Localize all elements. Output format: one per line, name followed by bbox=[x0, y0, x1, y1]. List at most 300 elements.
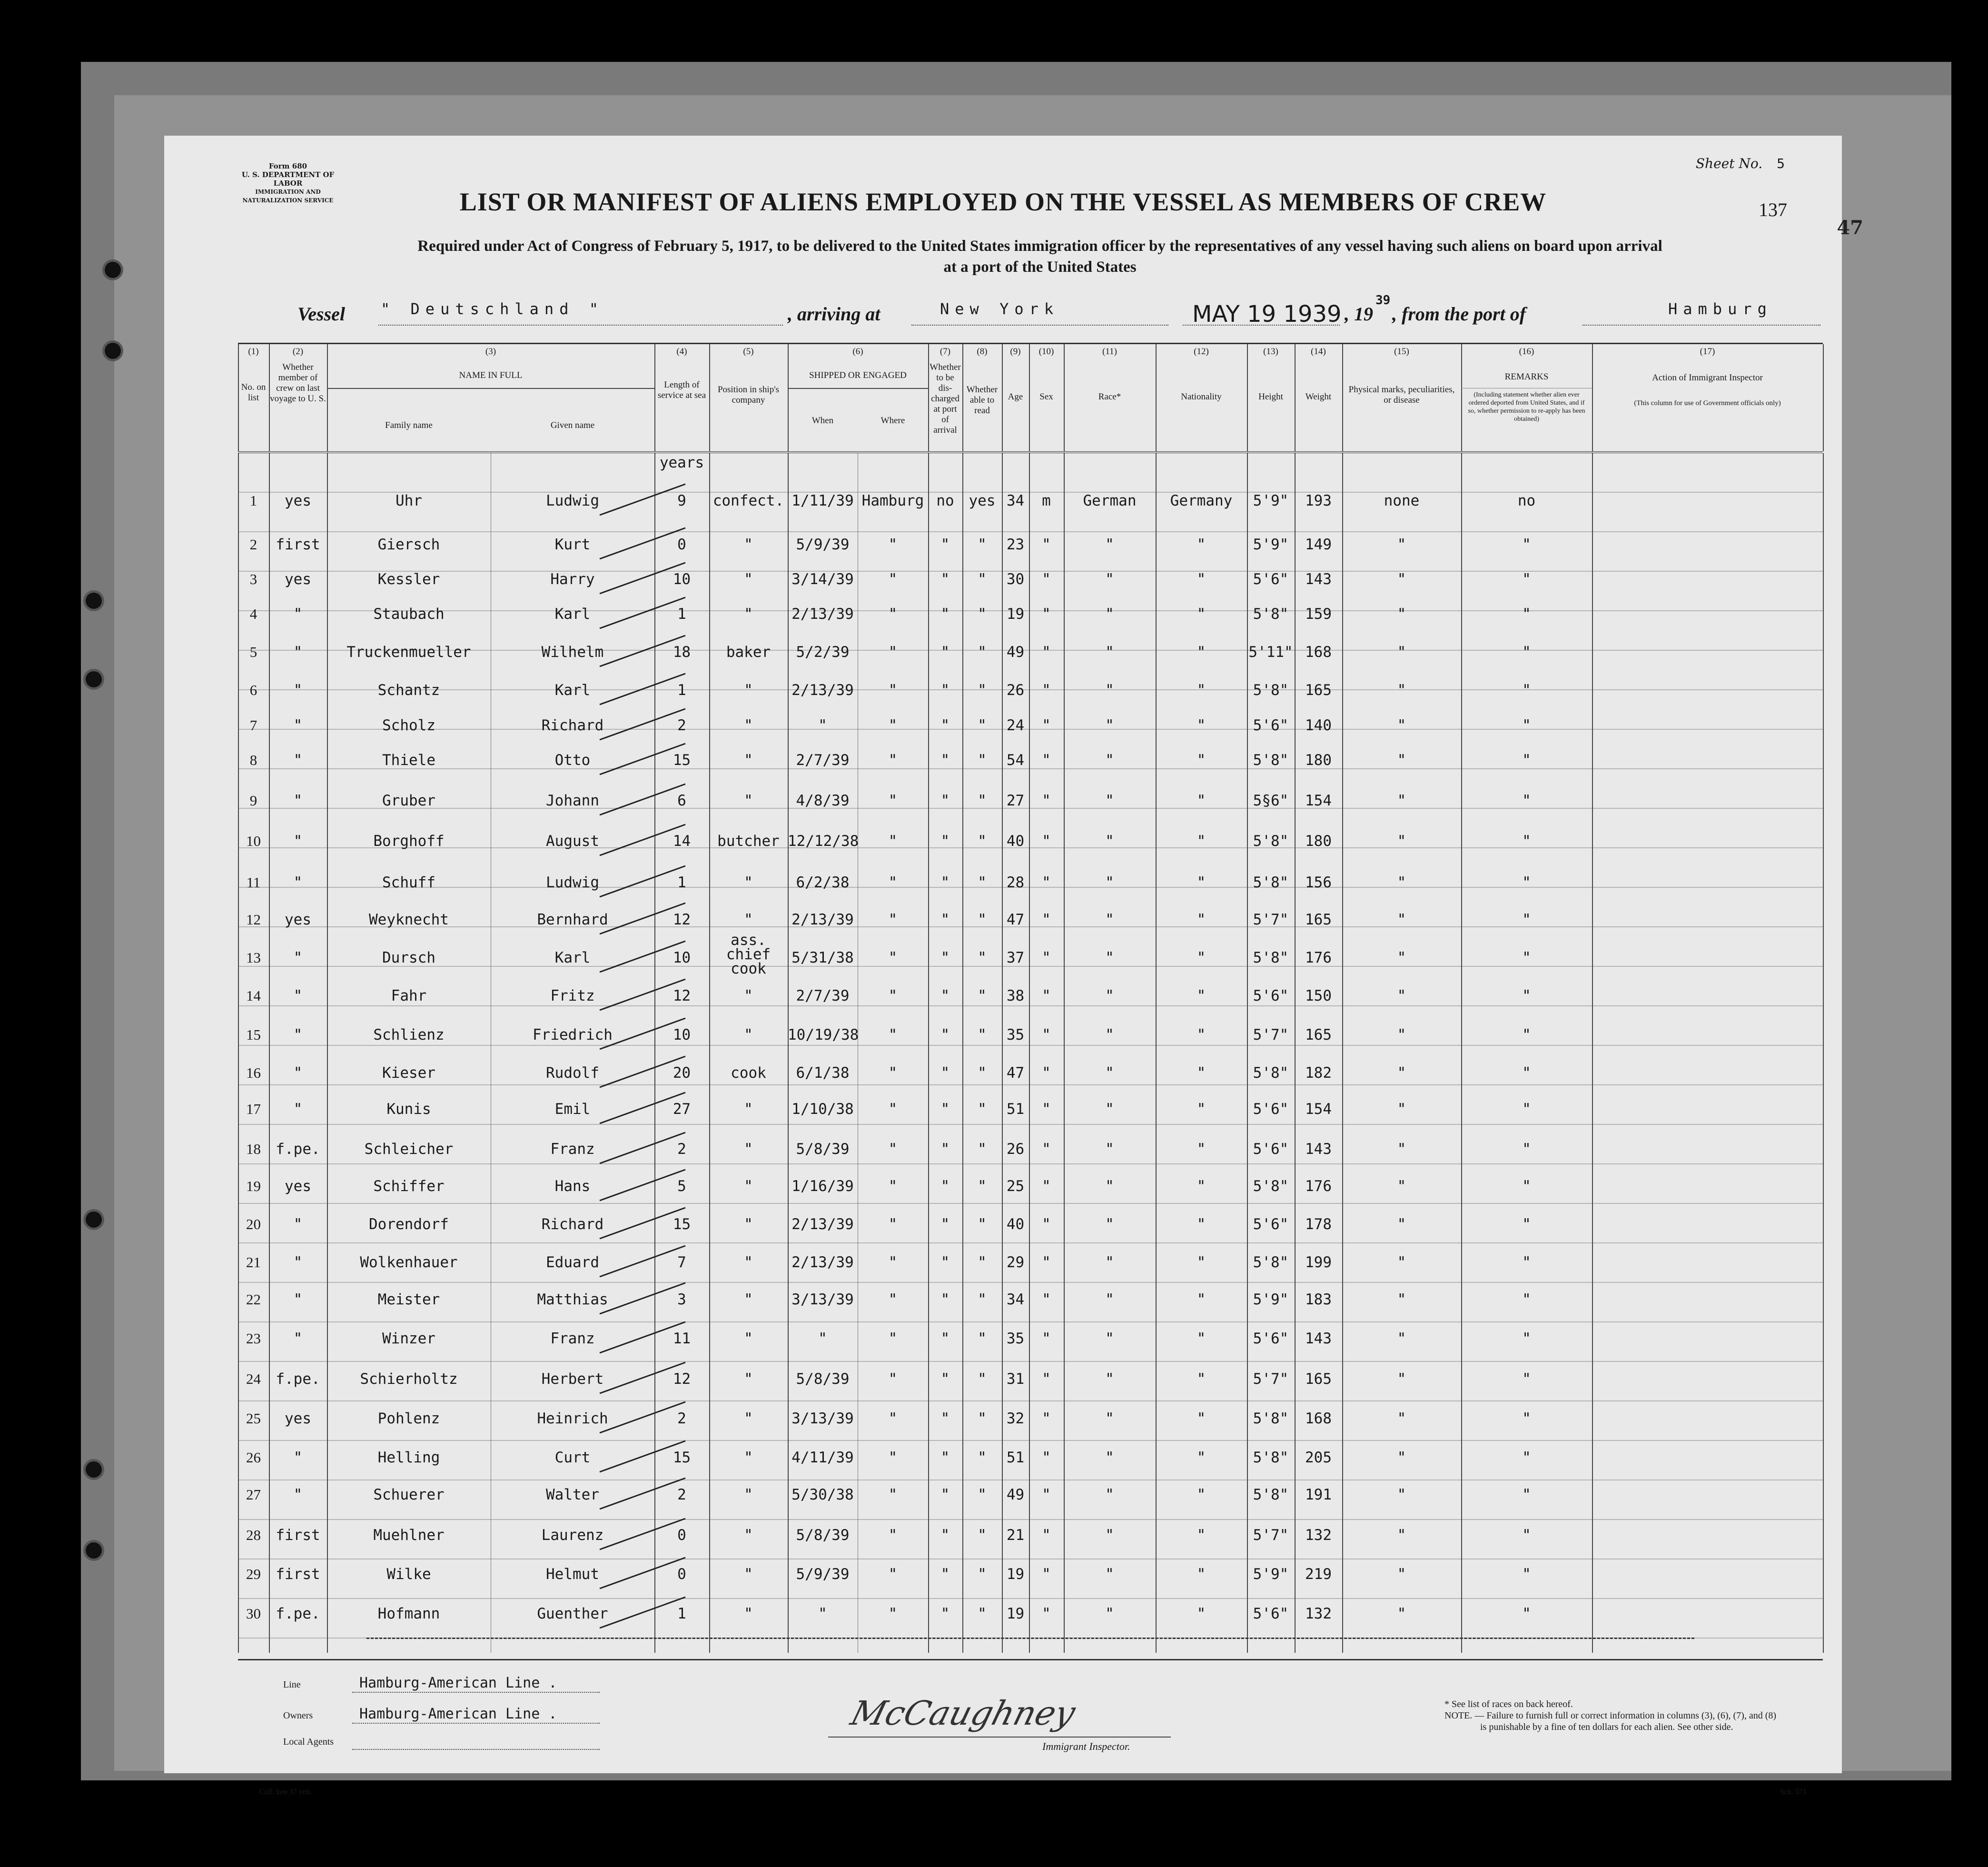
able-to-read: " bbox=[978, 1178, 987, 1195]
row-number: 13 bbox=[246, 949, 261, 966]
discharged: " bbox=[940, 1449, 950, 1466]
end-line bbox=[366, 1638, 1694, 1639]
given-name: Emil bbox=[554, 1101, 591, 1118]
shipped-where: " bbox=[888, 752, 898, 769]
weight: 149 bbox=[1305, 536, 1332, 553]
family-name: Meister bbox=[377, 1291, 440, 1308]
physical-marks: " bbox=[1397, 792, 1406, 809]
sex: " bbox=[1042, 1566, 1051, 1583]
shipped-where: " bbox=[888, 1370, 898, 1388]
age: 19 bbox=[1006, 1566, 1025, 1583]
nationality: " bbox=[1197, 1141, 1206, 1158]
shipped-when: 5/31/38 bbox=[791, 949, 854, 966]
remarks: " bbox=[1522, 1254, 1531, 1271]
remarks: " bbox=[1522, 792, 1531, 809]
schedule-number: Sch. 571 bbox=[1780, 1788, 1807, 1796]
nationality: " bbox=[1197, 644, 1206, 661]
remarks: " bbox=[1522, 606, 1531, 623]
check-mark-icon bbox=[590, 1360, 695, 1398]
subtitle-line-1: Required under Act of Congress of February 5, 1917, to be delivered to the United States immigration officer by the representatives of any vessel having such aliens on board upon arrival bbox=[417, 238, 1662, 255]
weight: 140 bbox=[1305, 717, 1332, 734]
shipped-where: " bbox=[888, 1330, 898, 1347]
age: 49 bbox=[1006, 1486, 1025, 1503]
sheet-value: 5 bbox=[1777, 156, 1785, 171]
height: 5'8" bbox=[1253, 1486, 1289, 1503]
discharged: " bbox=[940, 536, 950, 553]
discharged: no bbox=[936, 492, 954, 509]
previous-voyage: " bbox=[293, 606, 303, 623]
colnum-12: (12) bbox=[1194, 347, 1209, 357]
shipped-when: 5/8/39 bbox=[796, 1370, 850, 1388]
height: 5'9" bbox=[1253, 492, 1289, 509]
row-number: 10 bbox=[246, 833, 261, 849]
service-years: 1 bbox=[677, 682, 686, 699]
header-action-note: (This column for use of Government officials only) bbox=[1634, 399, 1781, 407]
shipped-when: 3/13/39 bbox=[791, 1410, 854, 1427]
shipped-when: 5/9/39 bbox=[796, 1566, 850, 1583]
weight: 132 bbox=[1305, 1605, 1332, 1622]
age: 21 bbox=[1006, 1527, 1025, 1544]
row-number: 12 bbox=[246, 911, 261, 928]
race: " bbox=[1105, 1370, 1114, 1388]
previous-voyage: yes bbox=[285, 571, 311, 588]
physical-marks: " bbox=[1397, 949, 1406, 966]
given-name: Rudolf bbox=[546, 1064, 599, 1082]
races-note: * See list of races on back hereof. bbox=[1444, 1699, 1573, 1709]
check-mark-icon bbox=[590, 1016, 695, 1054]
family-name: Gruber bbox=[382, 792, 435, 809]
sex: " bbox=[1042, 536, 1051, 553]
height: 5'8" bbox=[1253, 1410, 1289, 1427]
row-number: 8 bbox=[249, 752, 257, 768]
remarks: " bbox=[1522, 752, 1531, 769]
service-years: 11 bbox=[673, 1330, 691, 1347]
subtitle-line-2: at a port of the United States bbox=[943, 258, 1137, 276]
discharged: " bbox=[940, 571, 950, 588]
remarks: " bbox=[1522, 644, 1531, 661]
weight: 154 bbox=[1305, 792, 1332, 809]
table-row bbox=[238, 1360, 1823, 1400]
family-name: Wilke bbox=[386, 1566, 431, 1583]
family-name: Schiffer bbox=[373, 1178, 445, 1195]
family-name: Helling bbox=[377, 1449, 440, 1466]
weight: 150 bbox=[1305, 987, 1332, 1004]
age: 35 bbox=[1006, 1330, 1025, 1347]
shipped-when: 6/1/38 bbox=[796, 1064, 850, 1082]
given-name: Harry bbox=[550, 571, 595, 588]
colnum-4: (4) bbox=[676, 347, 687, 357]
discharged: " bbox=[940, 682, 950, 699]
age: 19 bbox=[1006, 1605, 1025, 1622]
discharged: " bbox=[940, 1330, 950, 1347]
physical-marks: " bbox=[1397, 536, 1406, 553]
header-weight: Weight bbox=[1305, 392, 1332, 402]
row-number: 22 bbox=[246, 1291, 261, 1308]
race: " bbox=[1105, 1064, 1114, 1082]
race: " bbox=[1105, 571, 1114, 588]
weight: 168 bbox=[1305, 1410, 1332, 1427]
check-mark-icon bbox=[590, 977, 695, 1015]
remarks: " bbox=[1522, 717, 1531, 734]
nationality: " bbox=[1197, 1216, 1206, 1233]
family-name: Schleicher bbox=[364, 1141, 454, 1158]
shipped-where: " bbox=[888, 949, 898, 966]
arrival-underline bbox=[911, 325, 1168, 326]
service-years: 14 bbox=[673, 833, 691, 850]
race: " bbox=[1105, 644, 1114, 661]
height: 5'6" bbox=[1253, 717, 1289, 734]
race: " bbox=[1105, 682, 1114, 699]
footer bbox=[238, 1659, 1823, 1796]
shipped-where: " bbox=[888, 1026, 898, 1043]
position: " bbox=[744, 1254, 753, 1271]
service-years: 15 bbox=[673, 752, 691, 769]
family-name: Schlienz bbox=[373, 1026, 445, 1043]
previous-voyage: " bbox=[293, 752, 303, 769]
physical-marks: " bbox=[1397, 911, 1406, 928]
check-mark-icon bbox=[590, 526, 695, 564]
age: 32 bbox=[1006, 1410, 1025, 1427]
given-name: Hans bbox=[554, 1178, 591, 1195]
sex: " bbox=[1042, 1026, 1051, 1043]
able-to-read: " bbox=[978, 1330, 987, 1347]
colnum-10: (10) bbox=[1039, 347, 1054, 357]
sex: " bbox=[1042, 1101, 1051, 1118]
shipped-when: 2/13/39 bbox=[791, 911, 854, 928]
remarks: " bbox=[1522, 1486, 1531, 1503]
previous-voyage: " bbox=[293, 1254, 303, 1271]
check-mark-icon bbox=[590, 1555, 695, 1593]
weight: 159 bbox=[1305, 606, 1332, 623]
height: 5'8" bbox=[1253, 1254, 1289, 1271]
family-name: Fahr bbox=[391, 987, 427, 1004]
colnum-1: (1) bbox=[248, 347, 259, 357]
sheet-label: Sheet No. bbox=[1695, 156, 1763, 171]
check-mark-icon bbox=[590, 595, 695, 633]
check-mark-icon bbox=[590, 939, 695, 977]
discharged: " bbox=[940, 1605, 950, 1622]
sex: " bbox=[1042, 1605, 1051, 1622]
arriving-port: New York bbox=[940, 300, 1059, 318]
given-name: Richard bbox=[541, 717, 604, 734]
able-to-read: " bbox=[978, 792, 987, 809]
age: 29 bbox=[1006, 1254, 1025, 1271]
height: 5'9" bbox=[1253, 536, 1289, 553]
age: 26 bbox=[1006, 682, 1025, 699]
family-name: Schuff bbox=[382, 874, 435, 891]
physical-marks: " bbox=[1397, 606, 1406, 623]
department-name: U. S. DEPARTMENT OF LABOR bbox=[241, 170, 335, 188]
table-row bbox=[238, 560, 1823, 600]
given-name: Matthias bbox=[537, 1291, 608, 1308]
able-to-read: " bbox=[978, 717, 987, 734]
age: 37 bbox=[1006, 949, 1025, 966]
header-whether-member: Whether member of crew on last voyage to U. S. bbox=[270, 362, 326, 404]
binder-hole bbox=[105, 343, 121, 359]
nationality: " bbox=[1197, 1178, 1206, 1195]
header-length-service: Length of service at sea bbox=[657, 380, 706, 400]
date-stamp: MAY 19 1939 bbox=[1192, 301, 1342, 328]
age: 35 bbox=[1006, 1026, 1025, 1043]
physical-marks: " bbox=[1397, 1605, 1406, 1622]
shipped-where: " bbox=[888, 1291, 898, 1308]
year-suffix: 39 bbox=[1375, 293, 1391, 308]
nationality: " bbox=[1197, 949, 1206, 966]
position: " bbox=[744, 1330, 753, 1347]
able-to-read: " bbox=[978, 752, 987, 769]
service-years: 7 bbox=[677, 1254, 686, 1271]
position: " bbox=[744, 682, 753, 699]
age: 27 bbox=[1006, 792, 1025, 809]
given-name: Franz bbox=[550, 1330, 595, 1347]
colnum-11: (11) bbox=[1102, 347, 1117, 357]
family-name: Uhr bbox=[396, 492, 422, 509]
table-row bbox=[238, 1281, 1823, 1321]
nationality: " bbox=[1197, 717, 1206, 734]
table-row bbox=[238, 1555, 1823, 1595]
remarks: no bbox=[1517, 492, 1536, 509]
position: " bbox=[744, 1178, 753, 1195]
row-number: 28 bbox=[246, 1527, 261, 1543]
check-mark-icon bbox=[590, 1595, 695, 1633]
given-name: Herbert bbox=[541, 1370, 604, 1388]
height: 5'8" bbox=[1253, 949, 1289, 966]
given-name: Karl bbox=[554, 682, 591, 699]
shipped-where: " bbox=[888, 1216, 898, 1233]
previous-voyage: first bbox=[276, 1566, 320, 1583]
shipped-where: " bbox=[888, 1527, 898, 1544]
physical-marks: " bbox=[1397, 1216, 1406, 1233]
shipped-where: " bbox=[888, 1605, 898, 1622]
age: 24 bbox=[1006, 717, 1025, 734]
table-row bbox=[238, 671, 1823, 711]
remarks: " bbox=[1522, 536, 1531, 553]
given-name: Heinrich bbox=[537, 1410, 608, 1427]
sex: " bbox=[1042, 1064, 1051, 1082]
row-number: 1 bbox=[249, 492, 257, 509]
service-years: 2 bbox=[677, 1486, 686, 1503]
sex: " bbox=[1042, 949, 1051, 966]
able-to-read: " bbox=[978, 1527, 987, 1544]
given-name: Richard bbox=[541, 1216, 604, 1233]
colnum-6: (6) bbox=[852, 347, 863, 357]
race: " bbox=[1105, 911, 1114, 928]
given-name: Wilhelm bbox=[541, 644, 604, 661]
service-years: 27 bbox=[673, 1101, 691, 1118]
position: " bbox=[744, 1566, 753, 1583]
given-name: August bbox=[546, 833, 599, 850]
weight: 156 bbox=[1305, 874, 1332, 891]
previous-voyage: yes bbox=[285, 911, 311, 928]
colnum-15: (15) bbox=[1394, 347, 1409, 357]
previous-voyage: " bbox=[293, 792, 303, 809]
sex: " bbox=[1042, 1449, 1051, 1466]
age: 47 bbox=[1006, 911, 1025, 928]
race: " bbox=[1105, 1254, 1114, 1271]
race: " bbox=[1105, 536, 1114, 553]
able-to-read: " bbox=[978, 1291, 987, 1308]
physical-marks: " bbox=[1397, 1527, 1406, 1544]
height: 5'8" bbox=[1253, 682, 1289, 699]
able-to-read: " bbox=[978, 1064, 987, 1082]
sex: " bbox=[1042, 1330, 1051, 1347]
age: 47 bbox=[1006, 1064, 1025, 1082]
shipped-where: " bbox=[888, 1141, 898, 1158]
weight: 180 bbox=[1305, 833, 1332, 850]
shipped-where: " bbox=[888, 571, 898, 588]
given-name: Kurt bbox=[554, 536, 591, 553]
nationality: " bbox=[1197, 536, 1206, 553]
discharged: " bbox=[940, 606, 950, 623]
row-number: 24 bbox=[246, 1370, 261, 1387]
able-to-read: " bbox=[978, 1410, 987, 1427]
remarks: " bbox=[1522, 1141, 1531, 1158]
race: " bbox=[1105, 1605, 1114, 1622]
table-row bbox=[238, 1439, 1823, 1479]
family-name: Muehlner bbox=[373, 1527, 445, 1544]
given-name: Laurenz bbox=[541, 1527, 604, 1544]
discharged: " bbox=[940, 1216, 950, 1233]
line-value: Hamburg-American Line . bbox=[359, 1675, 557, 1691]
shipped-when: 1/16/39 bbox=[791, 1178, 854, 1195]
given-name: Eduard bbox=[546, 1254, 599, 1271]
discharged: " bbox=[940, 1141, 950, 1158]
race: " bbox=[1105, 792, 1114, 809]
physical-marks: " bbox=[1397, 644, 1406, 661]
previous-voyage: " bbox=[293, 987, 303, 1004]
service-years: 2 bbox=[677, 1141, 686, 1158]
check-mark-icon bbox=[590, 671, 695, 709]
sex: " bbox=[1042, 833, 1051, 850]
remarks: " bbox=[1522, 1026, 1531, 1043]
nationality: " bbox=[1197, 987, 1206, 1004]
nationality: " bbox=[1197, 1064, 1206, 1082]
sex: " bbox=[1042, 717, 1051, 734]
row-number: 27 bbox=[246, 1486, 261, 1503]
row-number: 21 bbox=[246, 1254, 261, 1271]
previous-voyage: " bbox=[293, 1216, 303, 1233]
header-family-name: Family name bbox=[385, 420, 433, 430]
age: 54 bbox=[1006, 752, 1025, 769]
header-height: Height bbox=[1258, 392, 1283, 402]
arriving-label: , arriving at bbox=[788, 303, 880, 325]
colnum-17: (17) bbox=[1700, 347, 1715, 357]
remarks: " bbox=[1522, 682, 1531, 699]
remarks: " bbox=[1522, 1291, 1531, 1308]
nationality: " bbox=[1197, 1291, 1206, 1308]
race: " bbox=[1105, 1527, 1114, 1544]
service-years: 20 bbox=[673, 1064, 691, 1082]
previous-voyage: f.pe. bbox=[276, 1605, 320, 1622]
nationality: " bbox=[1197, 1254, 1206, 1271]
colnum-2: (2) bbox=[292, 347, 304, 357]
shipped-when: 1/10/38 bbox=[791, 1101, 854, 1118]
check-mark-icon bbox=[590, 1281, 695, 1319]
age: 26 bbox=[1006, 1141, 1025, 1158]
age: 19 bbox=[1006, 606, 1025, 623]
binder-hole bbox=[86, 1461, 102, 1478]
physical-marks: " bbox=[1397, 682, 1406, 699]
remarks: " bbox=[1522, 1064, 1531, 1082]
discharged: " bbox=[940, 1101, 950, 1118]
header-nationality: Nationality bbox=[1181, 392, 1222, 402]
nationality: " bbox=[1197, 1370, 1206, 1388]
previous-voyage: " bbox=[293, 1486, 303, 1503]
table-row bbox=[238, 1090, 1823, 1130]
able-to-read: " bbox=[978, 1486, 987, 1503]
service-years: 3 bbox=[677, 1291, 686, 1308]
sex: " bbox=[1042, 1216, 1051, 1233]
shipped-when: 1/11/39 bbox=[791, 492, 854, 509]
header-given-name: Given name bbox=[550, 420, 595, 430]
header-remarks-note: (Including statement whether alien ever ordered deported from United States, and if so, whether permission to re-apply has been obtained) bbox=[1468, 391, 1585, 423]
able-to-read: " bbox=[978, 833, 987, 850]
physical-marks: " bbox=[1397, 1566, 1406, 1583]
row-number: 14 bbox=[246, 987, 261, 1004]
family-name: Dursch bbox=[382, 949, 435, 966]
height: 5'11" bbox=[1248, 644, 1293, 661]
from-label: , from the port of bbox=[1392, 303, 1526, 325]
row-number: 9 bbox=[249, 792, 257, 809]
nationality: " bbox=[1197, 792, 1206, 809]
header-sex: Sex bbox=[1039, 392, 1053, 402]
header-shipped: SHIPPED OR ENGAGED bbox=[809, 370, 907, 380]
nationality: " bbox=[1197, 682, 1206, 699]
sex: " bbox=[1042, 571, 1051, 588]
check-mark-icon bbox=[590, 741, 695, 779]
check-mark-icon bbox=[590, 560, 695, 598]
row-number: 29 bbox=[246, 1566, 261, 1582]
age: 40 bbox=[1006, 833, 1025, 850]
nationality: " bbox=[1197, 1330, 1206, 1347]
position: " bbox=[744, 1486, 753, 1503]
weight: 176 bbox=[1305, 949, 1332, 966]
nationality: " bbox=[1197, 1566, 1206, 1583]
sex: " bbox=[1042, 874, 1051, 891]
position: " bbox=[744, 752, 753, 769]
agents-label: Local Agents bbox=[283, 1737, 334, 1747]
previous-voyage: " bbox=[293, 1291, 303, 1308]
family-name: Hofmann bbox=[377, 1605, 440, 1622]
weight: 132 bbox=[1305, 1527, 1332, 1544]
colnum-13: (13) bbox=[1263, 347, 1278, 357]
weight: 180 bbox=[1305, 752, 1332, 769]
weight: 176 bbox=[1305, 1178, 1332, 1195]
nationality: " bbox=[1197, 1026, 1206, 1043]
check-mark-icon bbox=[590, 782, 695, 820]
shipped-where: " bbox=[888, 1410, 898, 1427]
remarks: " bbox=[1522, 1605, 1531, 1622]
shipped-where: " bbox=[888, 987, 898, 1004]
family-name: Scholz bbox=[382, 717, 435, 734]
able-to-read: " bbox=[978, 571, 987, 588]
race: " bbox=[1105, 1178, 1114, 1195]
printer-mark: Cull. ken 37 vnb. bbox=[259, 1788, 312, 1796]
race: " bbox=[1105, 1026, 1114, 1043]
check-mark-icon bbox=[590, 1320, 695, 1358]
sex: m bbox=[1042, 492, 1051, 509]
sheet-number bbox=[1696, 156, 1785, 171]
able-to-read: " bbox=[978, 1254, 987, 1271]
discharged: " bbox=[940, 1410, 950, 1427]
shipped-where: " bbox=[888, 833, 898, 850]
check-mark-icon bbox=[590, 1205, 695, 1243]
remarks: " bbox=[1522, 911, 1531, 928]
sex: " bbox=[1042, 1291, 1051, 1308]
position: " bbox=[744, 1527, 753, 1544]
sex: " bbox=[1042, 1527, 1051, 1544]
check-mark-icon bbox=[590, 633, 695, 671]
